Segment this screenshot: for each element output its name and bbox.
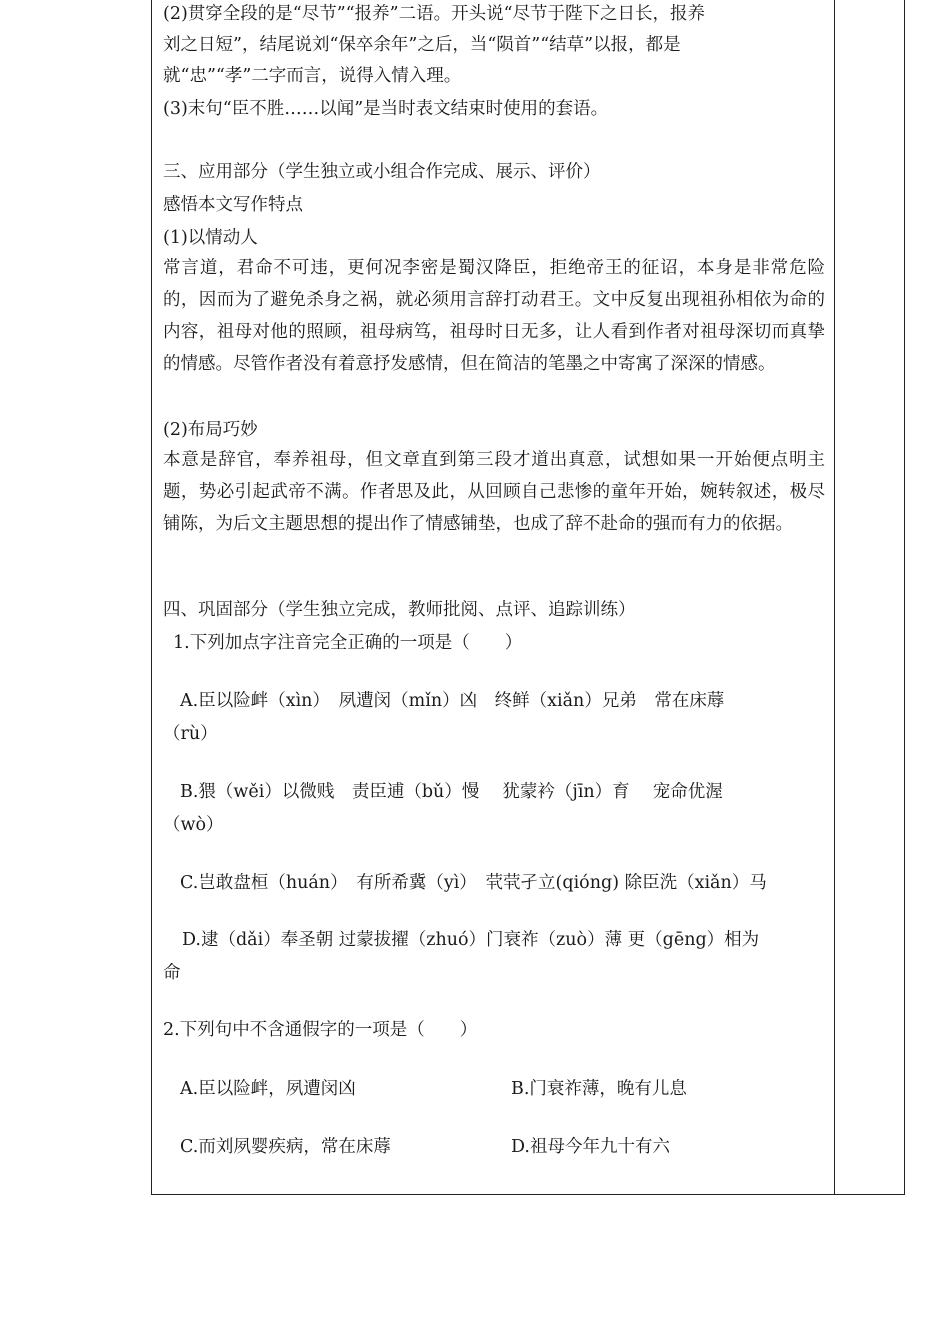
question1-option-a-line1: A.臣以险衅（xìn） 夙遭闵（mǐn）凶 终鲜（xiǎn）兄弟 常在床蓐 — [180, 691, 725, 711]
section2-point2-line3: 就“忠”“孝”二字而言，说得入情入理。 — [163, 66, 462, 86]
question1-option-d-line2: 命 — [163, 963, 181, 983]
question2-option-b: B.门衰祚薄，晚有儿息 — [511, 1079, 687, 1099]
point1-paragraph: 常言道，君命不可违，更何况李密是蜀汉降臣，拒绝帝王的征诏，本身是非常危险的，因而为了避免杀身之祸，就必须用言辞打动君王。文中反复出现祖孙相依为命的内容，祖母对他的照顾，祖母病笃，祖母时日无多，让人看到作者对祖母深切而真挚的情感。尽管作者没有着意抒发感情，但在简洁的笔墨之中寄寓了深深的情感。 — [163, 258, 825, 374]
question1-option-c: C.岂敢盘桓（huán） 有所希冀（yì） 茕茕孑立(qióng) 除臣洗（xiǎn）马 — [180, 873, 767, 893]
question1-option-b-line2: （wò） — [163, 815, 224, 835]
point1-title: (1)以情动人 — [163, 228, 258, 248]
question1-option-b-line1: B.猥（wěi）以微贱 责臣逋（bǔ）慢 犹蒙衿（jīn）育 宠命优渥 — [180, 782, 723, 802]
section4-heading: 四、巩固部分（学生独立完成，教师批阅、点评、追踪训练） — [163, 600, 636, 620]
section2-point2-line2: 刘之日短”，结尾说刘“保卒余年”之后，当“陨首”“结草”以报，都是 — [163, 35, 681, 55]
question2-option-c: C.而刘夙婴疾病，常在床蓐 — [180, 1137, 391, 1157]
section3-heading: 三、应用部分（学生独立或小组合作完成、展示、评价） — [163, 162, 601, 182]
column-divider — [834, 0, 835, 1195]
section2-point2-line1: (2)贯穿全段的是“尽节”“报养”二语。开头说“尽节于陛下之日长，报养 — [163, 4, 706, 24]
section2-point3: (3)末句“臣不胜……以闻”是当时表文结束时使用的套语。 — [163, 99, 609, 119]
section3-subheading: 感悟本文写作特点 — [163, 195, 303, 215]
question1-stem: 1.下列加点字注音完全正确的一项是（ ） — [173, 633, 523, 653]
point2-paragraph: 本意是辞官，奉养祖母，但文章直到第三段才道出真意，试想如果一开始便点明主题，势必引起武帝不满。作者思及此，从回顾自己悲惨的童年开始，婉转叙述，极尽铺陈，为后文主题思想的提出作了情感铺垫，也成了辞不赴命的强而有力的依据。 — [163, 450, 825, 534]
question2-option-a: A.臣以险衅，夙遭闵凶 — [180, 1079, 356, 1099]
point2-title: (2)布局巧妙 — [163, 420, 258, 440]
question2-stem: 2.下列句中不含通假字的一项是（ ） — [163, 1020, 478, 1040]
question2-option-d: D.祖母今年九十有六 — [511, 1137, 670, 1157]
question1-option-a-line2: （rù） — [163, 724, 218, 744]
question1-option-d-line1: D.逮（dǎi）奉圣朝 过蒙拔擢（zhuó）门衰祚（zuò）薄 更（gēng）相为 — [182, 930, 760, 950]
